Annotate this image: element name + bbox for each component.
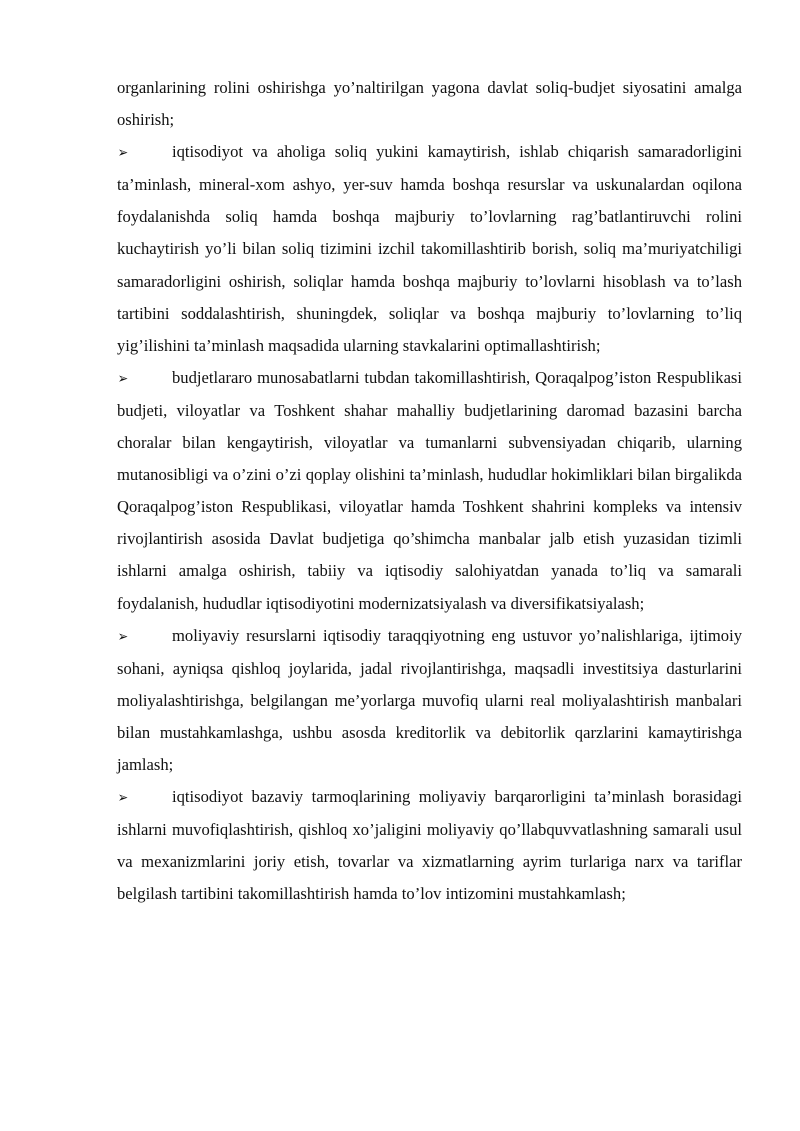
- list-item: [117, 362, 742, 620]
- arrowhead-bullet-icon: ➢: [117, 628, 129, 645]
- list-item-text: iqtisodiyot va aholiga soliq yukini kamaytirish, ishlab chiqarish samaradorligini ta’minlash, mineral-xom ashyo, yer-suv hamda boshqa resurslar va uskunalardan oqilona foydalanishda soliq hamda boshqa majburiy to’lovlarning rag’batlantiruvchi rolini kuchaytirish yo’li bilan soliq tizimini izchil takomillashtirib borish, soliq ma’muriyatchiligi samaradorligini oshirish, soliqlar hamda boshqa majburiy to’lovlarni hisoblash va to’lash tartibini soddalashtirish, shuningdek, soliqlar va boshqa majburiy to’lovlarning to’liq yig’ilishini ta’minlash maqsadida ularning stavkalarini optimallashtirish;: [117, 142, 742, 355]
- list-item: [117, 136, 742, 362]
- document-page: [117, 72, 742, 910]
- arrowhead-bullet-icon: ➢: [117, 790, 129, 807]
- list-item-text: budjetlararo munosabatlarni tubdan takomillashtirish, Qoraqalpog’iston Respublikasi budjeti, viloyatlar va Toshkent shahar mahalliy budjetlarining daromad bazasini barcha choralar bilan kengaytirish, viloyatlar va tumanlarni subvensiyadan chiqarib, ularning mutanosibligi va o’zini o’zi qoplay olishini ta’minlash, hududlar hokimliklari bilan birgalikda Qoraqalpog’iston Respublikasi, viloyatlar hamda Toshkent shahrini kompleks va intensiv rivojlantirish asosida Davlat budjetiga qo’shimcha manbalar jalb etish yuzasidan tizimli ishlarni amalga oshirish, tabiiy va iqtisodiy salohiyatdan yanada to’liq va samarali foydalanish, hududlar iqtisodiyotini modernizatsiyalash va diversifikatsiyalash;: [117, 367, 742, 613]
- list-item: [117, 620, 742, 781]
- arrowhead-bullet-icon: ➢: [117, 145, 129, 162]
- intro-paragraph: organlarining rolini oshirishga yo’naltirilgan yagona davlat soliq-budjet siyosatini amalga oshirish;: [117, 78, 742, 130]
- arrowhead-bullet-icon: ➢: [117, 370, 129, 387]
- list-item: [117, 781, 742, 910]
- list-item-text: iqtisodiyot bazaviy tarmoqlarining moliyaviy barqarorligini ta’minlash borasidagi ishlarni muvofiqlashtirish, qishloq xo’jaligini moliyaviy qo’llabquvvatlashning samarali usul va mexanizmlarini joriy etish, tovarlar va xizmatlarning ayrim turlariga narx va tariflar belgilash tartibini takomillashtirish hamda to’lov intizomini mustahkamlash;: [117, 787, 742, 904]
- list-item-text: moliyaviy resurslarni iqtisodiy taraqqiyotning eng ustuvor yo’nalishlariga, ijtimoiy sohani, ayniqsa qishloq joylarida, jadal rivojlantirishga, maqsadli investitsiya dasturlarini moliyalashtirishga, belgilangan me’yorlarga muvofiq ularni real moliyalashtirish manbalari bilan mustahkamlashga, ushbu asosda kreditorlik va debitorlik qarzlarini kamaytirishga jamlash;: [117, 625, 742, 774]
